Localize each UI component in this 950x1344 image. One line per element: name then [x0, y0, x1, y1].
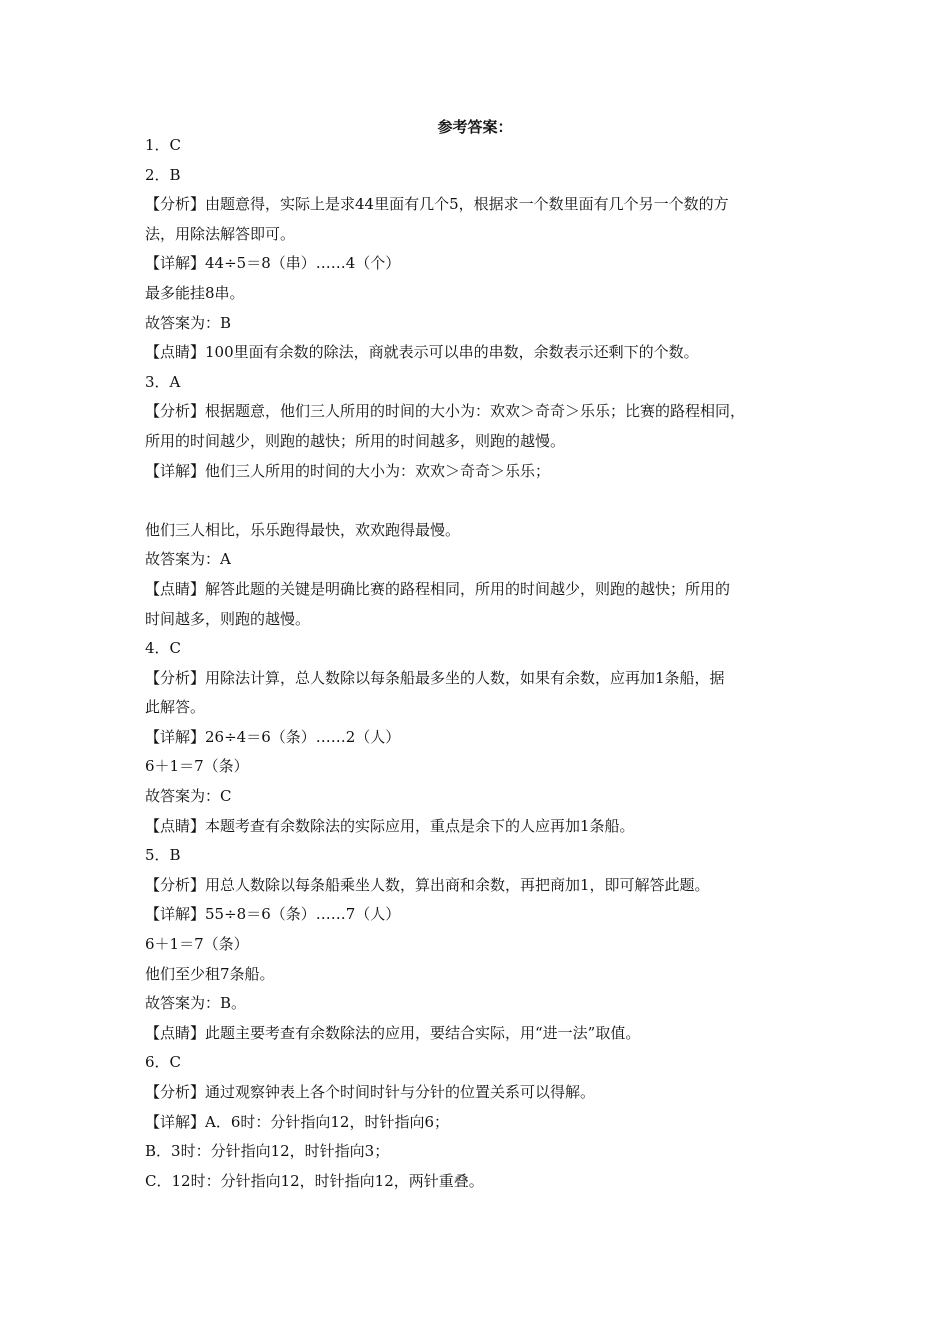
text-line: 【详解】他们三人所用的时间的大小为：欢欢＞奇奇＞乐乐； [145, 461, 551, 480]
answer-content [145, 134, 810, 1199]
text-line: 时间越多，则跑的越慢。 [145, 609, 311, 628]
text-line: B．3时：分针指向12，时针指向3； [145, 1142, 390, 1161]
text-line: 他们三人相比，乐乐跑得最快，欢欢跑得最慢。 [145, 520, 461, 539]
text-line: 【详解】55÷8＝6（条）……7（人） [145, 905, 401, 924]
text-line: 故答案为：C [145, 787, 232, 806]
text-line: 1．C [145, 136, 182, 154]
text-line: 【分析】通过观察钟表上各个时间时针与分针的位置关系可以得解。 [145, 1083, 596, 1101]
text-line: C．12时：分针指向12，时针指向12，两针重叠。 [145, 1171, 484, 1190]
text-line: 【点睛】此题主要考查有余数除法的应用，要结合实际，用“进一法”取值。 [145, 1023, 641, 1042]
page-title: 参考答案： [437, 118, 513, 136]
text-line: 【分析】用除法计算，总人数除以每条船最多坐的人数，如果有余数，应再加1条船，据 [145, 668, 725, 687]
text-line: 3．A [145, 372, 181, 391]
text-line: 【点睛】解答此题的关键是明确比赛的路程相同，所用的时间越少，则跑的越快；所用的 [145, 579, 731, 598]
text-line: 此解答。 [145, 698, 206, 717]
text-line: 6＋1＝7（条） [145, 757, 249, 776]
text-line: 【点睛】100里面有余数的除法，商就表示可以串的串数，余数表示还剩下的个数。 [145, 343, 699, 362]
text-line: 【详解】44÷5＝8（串）……4（个） [145, 254, 401, 273]
text-line: 6．C [145, 1053, 182, 1072]
text-line: 他们至少租7条船。 [145, 964, 275, 983]
text-line: 故答案为：A [145, 550, 231, 569]
text-line: 法，用除法解答即可。 [145, 224, 296, 243]
text-line: 【分析】用总人数除以每条船乘坐人数，算出商和余数，再把商加1，即可解答此题。 [145, 875, 710, 894]
text-line: 6＋1＝7（条） [145, 935, 249, 954]
text-line: 所用的时间越少，则跑的越快；所用的时间越多，则跑的越慢。 [145, 431, 566, 450]
text-line: 【点睛】本题考查有余数除法的实际应用，重点是余下的人应再加1条船。 [145, 816, 635, 835]
blank-line [145, 489, 810, 519]
text-line: 【详解】26÷4＝6（条）……2（人） [145, 727, 401, 746]
text-line: 5．B [145, 846, 181, 865]
text-line: 【分析】根据题意，他们三人所用的时间的大小为：欢欢＞奇奇＞乐乐；比赛的路程相同， [145, 402, 746, 421]
text-line: 【详解】A．6时：分针指向12，时针指向6； [145, 1112, 450, 1131]
text-line: 2．B [145, 165, 181, 184]
text-line: 故答案为：B [145, 313, 232, 332]
text-line: 故答案为：B。 [145, 994, 247, 1013]
text-line: 最多能挂8串。 [145, 283, 245, 302]
text-line: 【分析】由题意得，实际上是求44里面有几个5，根据求一个数里面有几个另一个数的方 [145, 195, 729, 214]
text-line: 4．C [145, 639, 182, 658]
